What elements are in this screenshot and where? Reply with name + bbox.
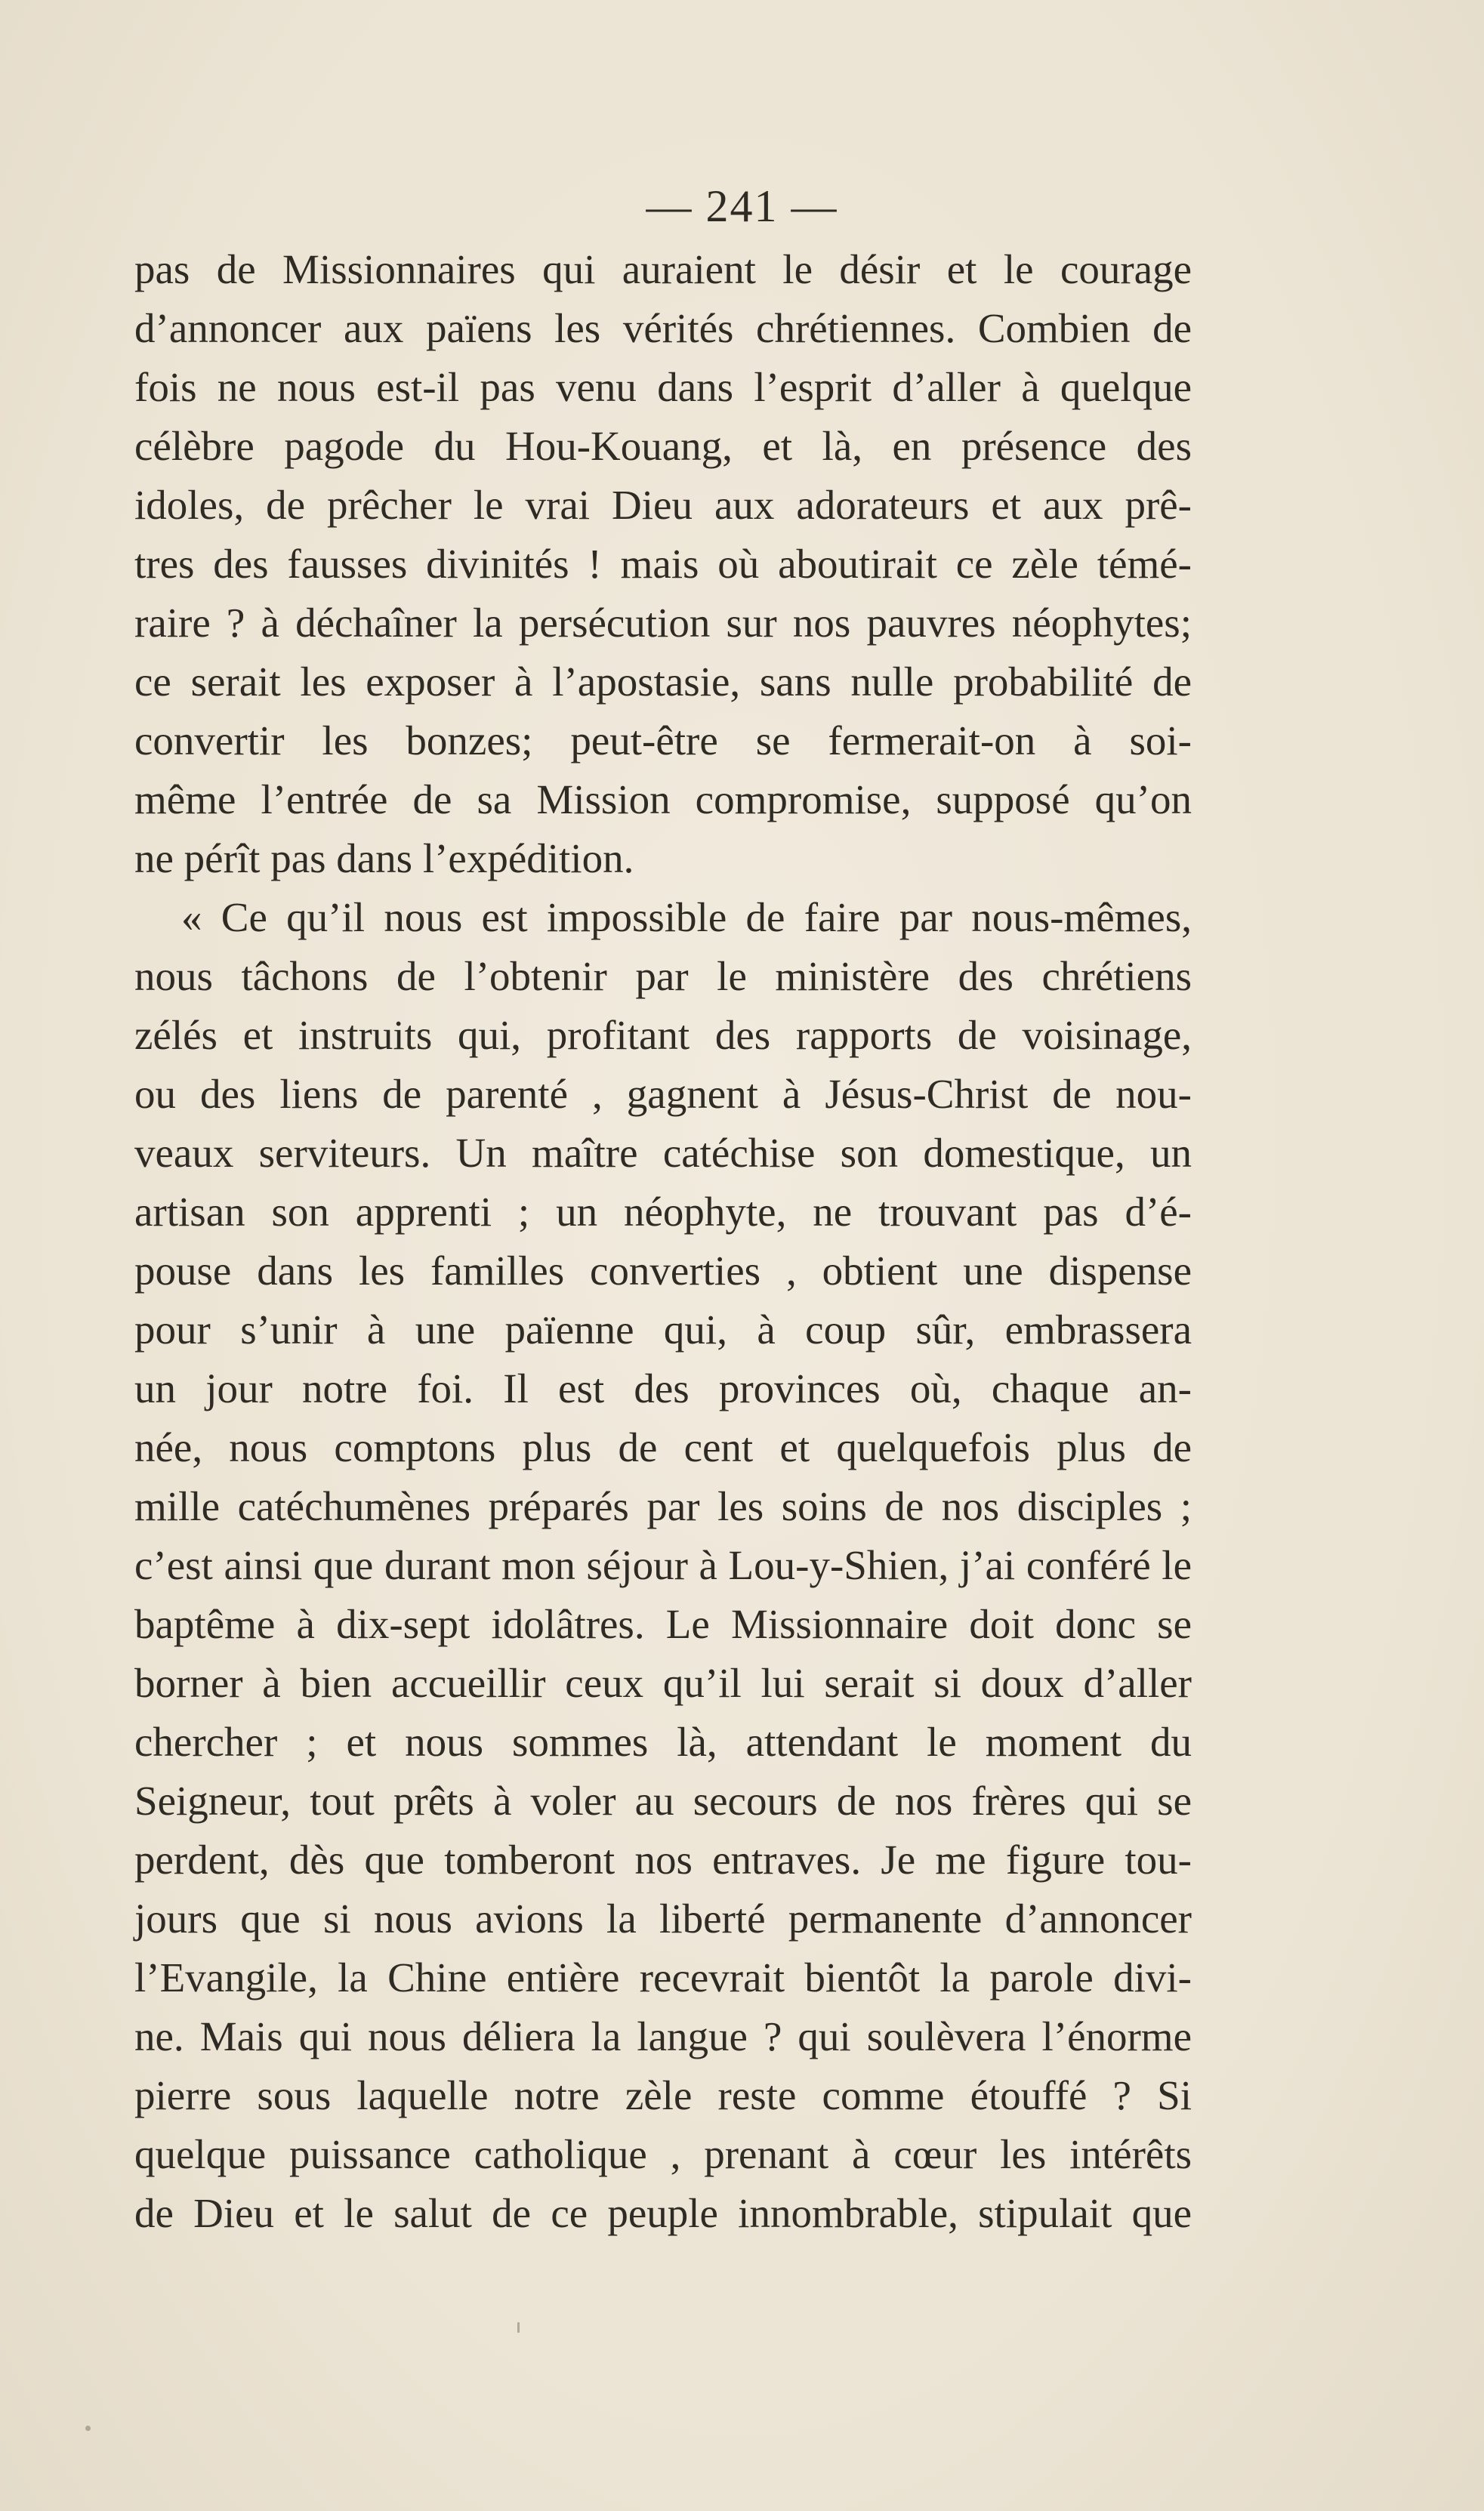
paragraph-1 <box>134 240 1192 888</box>
text-line: c’est ainsi que durant mon séjour à Lou-y-Shien, j’ai conféré le <box>134 1542 1192 1588</box>
text-line: l’Evangile, la Chine entière recevrait bientôt la parole divi- <box>134 1954 1192 2000</box>
text-line: baptême à dix-sept idolâtres. Le Missionnaire doit donc se <box>134 1601 1192 1647</box>
text-line: convertir les bonzes; peut-être se fermerait-on à soi- <box>134 717 1192 763</box>
text-line: raire ? à déchaîner la persécution sur nos pauvres néophytes; <box>134 600 1192 646</box>
text-line: un jour notre foi. Il est des provinces où, chaque an- <box>134 1365 1192 1411</box>
text-line: quelque puissance catholique , prenant à cœur les intérêts <box>134 2131 1192 2177</box>
paragraph-2 <box>134 888 1192 2243</box>
text-line: idoles, de prêcher le vrai Dieu aux adorateurs et aux prê- <box>134 482 1192 528</box>
text-line: tres des fausses divinités ! mais où aboutirait ce zèle témé- <box>134 541 1192 587</box>
text-line: ou des liens de parenté , gagnent à Jésus-Christ de nou- <box>134 1071 1192 1117</box>
text-line: pierre sous laquelle notre zèle reste comme étouffé ? Si <box>134 2072 1192 2118</box>
text-line: de Dieu et le salut de ce peuple innombrable, stipulait que <box>134 2190 1192 2236</box>
text-line: mille catéchumènes préparés par les soins de nos disciples ; <box>134 1483 1192 1529</box>
text-line: née, nous comptons plus de cent et quelquefois plus de <box>134 1424 1192 1470</box>
text-line: pas de Missionnaires qui auraient le désir et le courage <box>134 246 1192 292</box>
text-line: pouse dans les familles converties , obtient une dispense <box>134 1248 1192 1294</box>
text-line: perdent, dès que tomberont nos entraves. Je me figure tou- <box>134 1837 1192 1883</box>
text-line: « Ce qu’il nous est impossible de faire par nous-mêmes, <box>181 894 1192 940</box>
text-line: même l’entrée de sa Mission compromise, supposé qu’on <box>134 776 1192 822</box>
paper-speck <box>85 2426 91 2431</box>
text-line: ne pérît pas dans l’expédition. <box>134 835 634 881</box>
paper-speck <box>517 2322 520 2333</box>
text-line: zélés et instruits qui, profitant des rapports de voisinage, <box>134 1012 1192 1058</box>
text-line: d’annoncer aux païens les vérités chrétiennes. Combien de <box>134 305 1192 351</box>
text-line: pour s’unir à une païenne qui, à coup sûr, embrassera <box>134 1306 1192 1353</box>
text-line: célèbre pagode du Hou-Kouang, et là, en présence des <box>134 423 1192 469</box>
text-line: jours que si nous avions la liberté permanente d’annoncer <box>134 1896 1192 1942</box>
text-line: fois ne nous est-il pas venu dans l’esprit d’aller à quelque <box>134 364 1192 410</box>
text-line: veaux serviteurs. Un maître catéchise son domestique, un <box>134 1130 1192 1176</box>
text-line: nous tâchons de l’obtenir par le ministère des chrétiens <box>134 953 1192 999</box>
text-line: ce serait les exposer à l’apostasie, sans nulle probabilité de <box>134 659 1192 705</box>
text-line: borner à bien accueillir ceux qu’il lui serait si doux d’aller <box>134 1660 1192 1706</box>
text-line: Seigneur, tout prêts à voler au secours de nos frères qui se <box>134 1778 1192 1824</box>
body-text <box>134 240 1192 2243</box>
text-line: chercher ; et nous sommes là, attendant le moment du <box>134 1719 1192 1765</box>
text-line: artisan son apprenti ; un néophyte, ne trouvant pas d’é- <box>134 1189 1192 1235</box>
page-number: — 241 — <box>646 181 838 231</box>
text-line: ne. Mais qui nous déliera la langue ? qui soulèvera l’énorme <box>134 2013 1192 2059</box>
